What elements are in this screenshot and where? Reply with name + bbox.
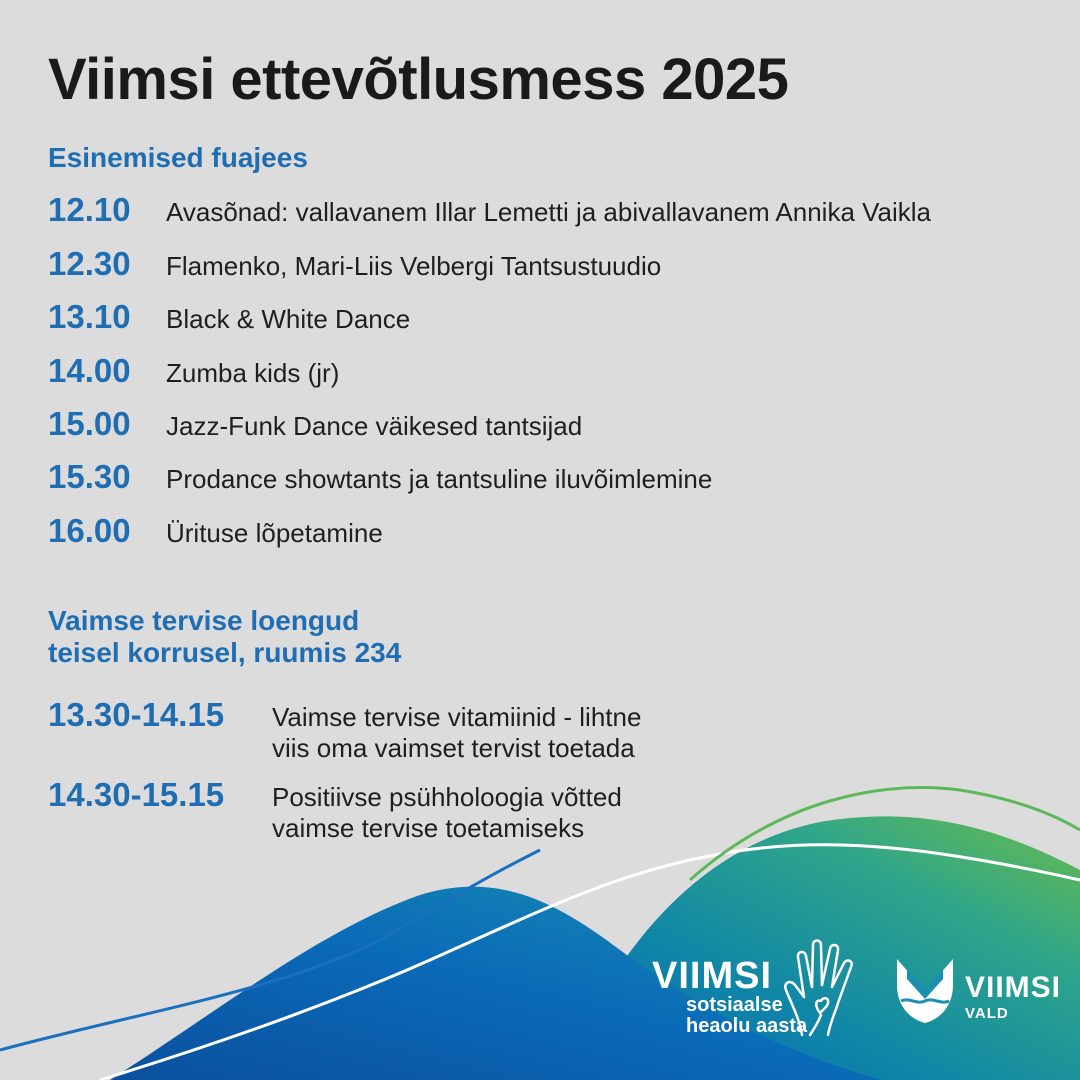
- viimsi-vald-logo: [893, 955, 1063, 1035]
- schedule-row: [48, 354, 339, 389]
- lectures-heading-line2: teisel korrusel, ruumis 234: [48, 637, 402, 669]
- schedule-row: [48, 407, 582, 442]
- schedule-row: [48, 300, 410, 335]
- social-logo-subtitle-line1: sotsiaalse: [686, 994, 783, 1016]
- schedule-time: 16.00: [48, 512, 131, 549]
- schedule-row: [48, 193, 931, 228]
- schedule-description: Flamenko, Mari-Liis Velbergi Tantsustuudio: [166, 251, 662, 281]
- schedule-time: 14.00: [48, 352, 131, 389]
- vald-logo-subtitle: VALD: [965, 1005, 1009, 1022]
- hand-heart-icon: [780, 935, 860, 1040]
- vald-logo-brand: VIIMSI: [965, 971, 1062, 1004]
- schedule-time: 12.10: [48, 191, 131, 228]
- schedule-description: Prodance showtants ja tantsuline iluvõimlemine: [166, 464, 713, 494]
- lecture-description: [272, 782, 622, 844]
- schedule-time: 15.30: [48, 458, 131, 495]
- lecture-description-line1: Positiivse psühholoogia võtted: [272, 782, 622, 812]
- schedule-time: 13.10: [48, 298, 131, 335]
- lecture-description: [272, 702, 641, 764]
- section-heading-lectures: [48, 605, 401, 669]
- schedule-description: Zumba kids (jr): [166, 358, 340, 388]
- schedule-description: Black & White Dance: [166, 304, 411, 334]
- social-welfare-year-logo: [652, 935, 862, 1045]
- section-heading-performances: Esinemised fuajees: [48, 142, 308, 173]
- schedule-description: Avasõnad: vallavanem Illar Lemetti ja abivallavanem Annika Vaikla: [166, 197, 932, 227]
- schedule-row: [48, 514, 383, 549]
- schedule-row: [48, 460, 712, 495]
- lecture-description-line1: Vaimse tervise vitamiinid - lihtne: [272, 702, 642, 732]
- schedule-time: 15.00: [48, 405, 131, 442]
- schedule-description: Jazz-Funk Dance väikesed tantsijad: [166, 411, 583, 441]
- schedule-description: Ürituse lõpetamine: [166, 518, 383, 548]
- schedule-time: 12.30: [48, 245, 131, 282]
- lectures-heading-line1: Vaimse tervise loengud: [48, 605, 360, 636]
- lecture-row: [48, 698, 641, 764]
- social-logo-brand: VIIMSI: [652, 955, 773, 997]
- lecture-description-line2: vaimse tervise toetamiseks: [272, 813, 585, 844]
- lecture-row: [48, 778, 622, 844]
- page-title: Viimsi ettevõtlusmess 2025: [48, 47, 789, 112]
- schedule-row: [48, 247, 661, 282]
- social-logo-subtitle-line2: heaolu aasta: [686, 1015, 808, 1037]
- lecture-time: 13.30-14.15: [48, 696, 225, 733]
- lecture-time: 14.30-15.15: [48, 776, 225, 813]
- lecture-description-line2: viis oma vaimset tervist toetada: [272, 733, 635, 764]
- coat-of-arms-icon: [893, 955, 957, 1025]
